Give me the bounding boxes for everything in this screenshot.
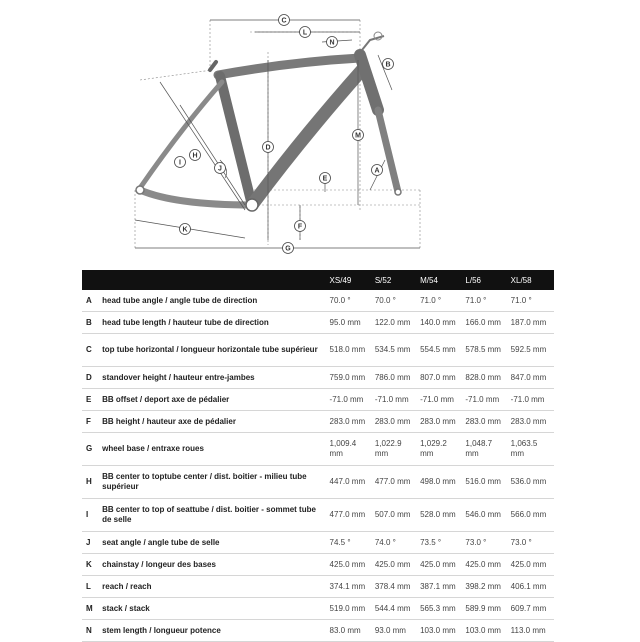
dimension-value: -71.0 mm [463, 389, 508, 411]
dimension-value: 786.0 mm [373, 367, 418, 389]
dimension-value: -71.0 mm [328, 389, 373, 411]
dimension-value: 387.1 mm [418, 576, 463, 598]
table-row [82, 389, 554, 411]
dimension-letter: B [82, 312, 102, 334]
dim-label-b: B [385, 61, 391, 69]
dim-label-c: C [281, 17, 287, 25]
dimension-value: 498.0 mm [418, 466, 463, 499]
table-row [82, 433, 554, 466]
dimension-value: 807.0 mm [418, 367, 463, 389]
table-row [82, 290, 554, 312]
dim-label-h: H [192, 152, 198, 160]
dimension-value: 1,048.7 mm [463, 433, 508, 466]
table-row [82, 367, 554, 389]
dimension-value: 71.0 ° [463, 290, 508, 312]
dimension-letter: A [82, 290, 102, 312]
dimension-description: wheel base / entraxe roues [102, 433, 327, 466]
dim-label-n: N [329, 39, 335, 47]
table-row [82, 334, 554, 367]
dimension-value: 283.0 mm [418, 411, 463, 433]
dim-label-m: M [355, 132, 361, 140]
dimension-value: 378.4 mm [373, 576, 418, 598]
dimension-description: head tube angle / angle tube de direction [102, 290, 327, 312]
table-row [82, 620, 554, 642]
dimension-value: 507.0 mm [373, 499, 418, 532]
dimension-value: 74.5 ° [328, 532, 373, 554]
dimension-value: 425.0 mm [418, 554, 463, 576]
dimension-value: 187.0 mm [509, 312, 554, 334]
dimension-letter: I [82, 499, 102, 532]
dimension-value: 477.0 mm [328, 499, 373, 532]
dimension-value: 425.0 mm [509, 554, 554, 576]
dimension-value: -71.0 mm [509, 389, 554, 411]
dimension-value: 1,009.4 mm [328, 433, 373, 466]
dimension-value: 425.0 mm [373, 554, 418, 576]
dimension-description: BB center to top of seattube / dist. boitier - sommet tube de selle [102, 499, 327, 532]
size-header: XS/49 [328, 270, 373, 290]
dimension-value: 546.0 mm [463, 499, 508, 532]
dimension-value: 565.3 mm [418, 598, 463, 620]
dimension-letter: M [82, 598, 102, 620]
dimension-description: BB center to toptube center / dist. boitier - milieu tube supérieur [102, 466, 327, 499]
dimension-description: standover height / hauteur entre-jambes [102, 367, 327, 389]
table-row [82, 554, 554, 576]
dimension-value: 516.0 mm [463, 466, 508, 499]
dimension-letter: G [82, 433, 102, 466]
header-blank [82, 270, 102, 290]
dimension-description: reach / reach [102, 576, 327, 598]
table-row [82, 411, 554, 433]
dimension-value: 536.0 mm [509, 466, 554, 499]
dimension-letter: K [82, 554, 102, 576]
dimension-value: 759.0 mm [328, 367, 373, 389]
dimension-value: 73.0 ° [463, 532, 508, 554]
dimension-letter: C [82, 334, 102, 367]
dimension-value: -71.0 mm [373, 389, 418, 411]
dimension-letter: E [82, 389, 102, 411]
dimension-value: 534.5 mm [373, 334, 418, 367]
dimension-description: seat angle / angle tube de selle [102, 532, 327, 554]
table-row [82, 466, 554, 499]
dim-label-f: F [297, 223, 303, 231]
dimension-value: 74.0 ° [373, 532, 418, 554]
dimension-value: 1,022.9 mm [373, 433, 418, 466]
dimension-value: 71.0 ° [509, 290, 554, 312]
table-row [82, 598, 554, 620]
table-row [82, 532, 554, 554]
dimension-description: BB offset / deport axe de pédalier [102, 389, 327, 411]
dim-label-a: A [374, 167, 380, 175]
dimension-value: 283.0 mm [463, 411, 508, 433]
dimension-letter: J [82, 532, 102, 554]
dimension-value: 93.0 mm [373, 620, 418, 642]
dimension-value: 578.5 mm [463, 334, 508, 367]
dimension-value: 73.5 ° [418, 532, 463, 554]
dimension-value: 73.0 ° [509, 532, 554, 554]
dimension-value: 447.0 mm [328, 466, 373, 499]
dimension-description: chainstay / longeur des bases [102, 554, 327, 576]
dimension-description: stem length / longueur potence [102, 620, 327, 642]
dimension-value: 103.0 mm [418, 620, 463, 642]
dim-label-d: D [265, 144, 271, 152]
dimension-value: 95.0 mm [328, 312, 373, 334]
geometry-table [82, 270, 554, 642]
frame-geometry-diagram [0, 0, 640, 260]
header-blank [102, 270, 327, 290]
dimension-value: 166.0 mm [463, 312, 508, 334]
dimension-value: 477.0 mm [373, 466, 418, 499]
dimension-value: 518.0 mm [328, 334, 373, 367]
dimension-description: stack / stack [102, 598, 327, 620]
dimension-value: 528.0 mm [418, 499, 463, 532]
dimension-value: 283.0 mm [373, 411, 418, 433]
size-header: M/54 [418, 270, 463, 290]
table-row [82, 576, 554, 598]
dim-label-g: G [285, 245, 291, 253]
dimension-value: 847.0 mm [509, 367, 554, 389]
dim-label-i: I [179, 159, 181, 167]
dimension-value: 283.0 mm [328, 411, 373, 433]
dimension-value: 283.0 mm [509, 411, 554, 433]
dimension-value: 554.5 mm [418, 334, 463, 367]
dimension-value: 592.5 mm [509, 334, 554, 367]
table-row [82, 499, 554, 532]
dimension-value: 70.0 ° [373, 290, 418, 312]
size-header: XL/58 [509, 270, 554, 290]
dim-label-l: L [302, 29, 308, 37]
dimension-description: top tube horizontal / longueur horizontale tube supérieur [102, 334, 327, 367]
size-header: S/52 [373, 270, 418, 290]
dim-label-k: K [182, 226, 188, 234]
dimension-value: 425.0 mm [328, 554, 373, 576]
dimension-letter: D [82, 367, 102, 389]
dimension-description: head tube length / hauteur tube de direction [102, 312, 327, 334]
table-header-row [82, 270, 554, 290]
dimension-value: 113.0 mm [509, 620, 554, 642]
dim-label-j: J [218, 165, 222, 173]
dimension-value: 374.1 mm [328, 576, 373, 598]
dimension-value: 566.0 mm [509, 499, 554, 532]
table-row [82, 312, 554, 334]
dimension-value: 83.0 mm [328, 620, 373, 642]
dimension-value: -71.0 mm [418, 389, 463, 411]
dimension-letter: L [82, 576, 102, 598]
dim-label-e: E [322, 175, 328, 183]
dimension-value: 140.0 mm [418, 312, 463, 334]
dimension-value: 589.9 mm [463, 598, 508, 620]
dimension-value: 1,029.2 mm [418, 433, 463, 466]
dimension-value: 425.0 mm [463, 554, 508, 576]
dimension-value: 828.0 mm [463, 367, 508, 389]
dimension-letter: N [82, 620, 102, 642]
dimension-letter: F [82, 411, 102, 433]
dimension-value: 519.0 mm [328, 598, 373, 620]
dimension-value: 1,063.5 mm [509, 433, 554, 466]
dimension-value: 103.0 mm [463, 620, 508, 642]
dimension-value: 71.0 ° [418, 290, 463, 312]
dimension-value: 70.0 ° [328, 290, 373, 312]
dimension-value: 544.4 mm [373, 598, 418, 620]
dimension-value: 122.0 mm [373, 312, 418, 334]
dimension-description: BB height / hauteur axe de pédalier [102, 411, 327, 433]
dimension-value: 398.2 mm [463, 576, 508, 598]
size-header: L/56 [463, 270, 508, 290]
dimension-value: 609.7 mm [509, 598, 554, 620]
dimension-letter: H [82, 466, 102, 499]
dimension-value: 406.1 mm [509, 576, 554, 598]
